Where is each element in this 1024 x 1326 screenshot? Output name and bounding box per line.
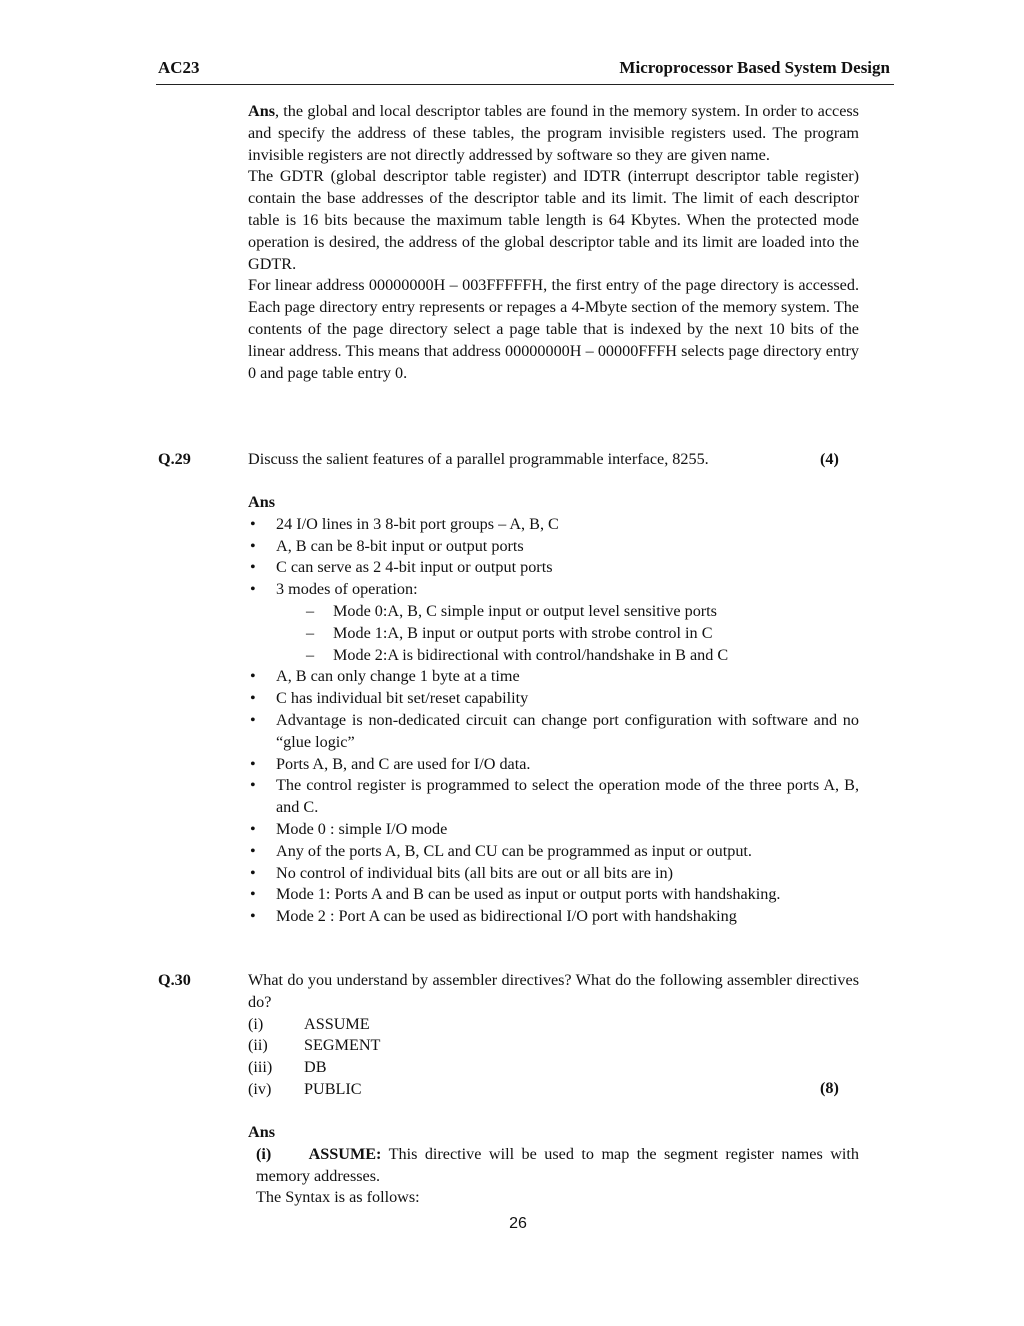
item-name: ASSUME (304, 1014, 370, 1033)
intro-paragraph-2: The GDTR (global descriptor table register) and IDTR (interrupt descriptor table register) contain the base addresses of the descriptor table and its limit. The limit of each descriptor table is 16 bits because the maximum table length is 64 Kbytes. When the protected mode operation is desired, the address of the global descriptor table and its limit are loaded into the GDTR. (248, 167, 859, 273)
q29-bullet-list-2 (248, 666, 859, 928)
list-item: • A, B can only change 1 byte at a time (248, 666, 859, 688)
list-item (248, 1079, 859, 1101)
header-course-title: Microprocessor Based System Design (619, 58, 890, 77)
list-item: • No control of individual bits (all bits are out or all bits are in) (248, 863, 859, 885)
list-item: • 24 I/O lines in 3 8-bit port groups – A, B, C (248, 514, 859, 536)
assume-answer (248, 1144, 859, 1188)
item-number: (iii) (248, 1058, 273, 1077)
item-number: (i) (248, 1014, 264, 1033)
ans-label: Ans (248, 102, 275, 120)
ans-label: Ans (248, 493, 275, 511)
item-name: PUBLIC (304, 1079, 362, 1098)
list-item: • Advantage is non-dedicated circuit can change port configuration with software and no “glue logic” (248, 710, 859, 754)
list-item: – Mode 0:A, B, C simple input or output level sensitive ports (248, 601, 859, 623)
item-number: (ii) (248, 1036, 268, 1055)
question-number-30: Q.30 (158, 971, 191, 989)
list-item: • Mode 1: Ports A and B can be used as input or output ports with handshaking. (248, 884, 859, 906)
header-rule (156, 84, 894, 85)
item-number: (iv) (248, 1079, 272, 1098)
intro-paragraph-3: For linear address 00000000H – 003FFFFFH, the first entry of the page directory is accessed. Each page directory entry represents or repages a 4-Mbyte section of the memory system. The contents of the page directory select a page table that is indexed by the next 10 bits of the linear address. This means that address 00000000H – 00000FFFH selects page directory entry 0 and page table entry 0. (248, 276, 859, 382)
list-item (248, 1035, 859, 1057)
directive-name: ASSUME: (308, 1144, 382, 1163)
question-30-text: What do you understand by assembler directives? What do the following assembler directives do? (248, 971, 859, 1011)
list-item (248, 1057, 859, 1079)
q29-modes-list (248, 601, 859, 666)
list-item: • Any of the ports A, B, CL and CU can be programmed as input or output. (248, 841, 859, 863)
item-name: SEGMENT (304, 1036, 381, 1055)
list-item: • C can serve as 2 4-bit input or output ports (248, 557, 859, 579)
list-item (248, 1014, 859, 1036)
question-number-29: Q.29 (158, 450, 191, 468)
q30-answer (248, 1122, 859, 1209)
question-29-marks: (4) (820, 450, 839, 468)
item-number: (i) (256, 1144, 272, 1163)
header-course-code: AC23 (158, 58, 200, 77)
page-number: 26 (509, 1215, 527, 1232)
syntax-line: The Syntax is as follows: (256, 1188, 420, 1207)
item-name: DB (304, 1058, 327, 1077)
list-item: • 3 modes of operation: (248, 579, 859, 601)
list-item: • Ports A, B, and C are used for I/O data. (248, 754, 859, 776)
list-item: • Mode 2 : Port A can be used as bidirectional I/O port with handshaking (248, 906, 859, 928)
intro-p1-text: , the global and local descriptor tables are found in the memory system. In order to access and specify the address of these tables, the program invisible registers used. The program invisible registers are not directly addressed by software so they are given name. (248, 102, 859, 164)
question-30-marks: (8) (820, 1079, 839, 1097)
list-item: • Mode 0 : simple I/O mode (248, 819, 859, 841)
intro-paragraph-1 (248, 101, 859, 166)
question-29-text: Discuss the salient features of a parallel programmable interface, 8255. (248, 450, 709, 468)
directive-description: This directive will be used to map the segment register names with memory addresses. (256, 1144, 859, 1185)
q29-bullet-list (248, 514, 859, 601)
list-item: • A, B can be 8-bit input or output ports (248, 536, 859, 558)
q30-block (248, 970, 859, 1101)
list-item: • The control register is programmed to select the operation mode of the three ports A, B, and C. (248, 775, 859, 819)
list-item: – Mode 1:A, B input or output ports with strobe control in C (248, 623, 859, 645)
intro-answer (248, 101, 859, 384)
list-item: • C has individual bit set/reset capability (248, 688, 859, 710)
list-item: – Mode 2:A is bidirectional with control/handshake in B and C (248, 645, 859, 667)
ans-label: Ans (248, 1123, 275, 1141)
q29-answer (248, 492, 859, 928)
